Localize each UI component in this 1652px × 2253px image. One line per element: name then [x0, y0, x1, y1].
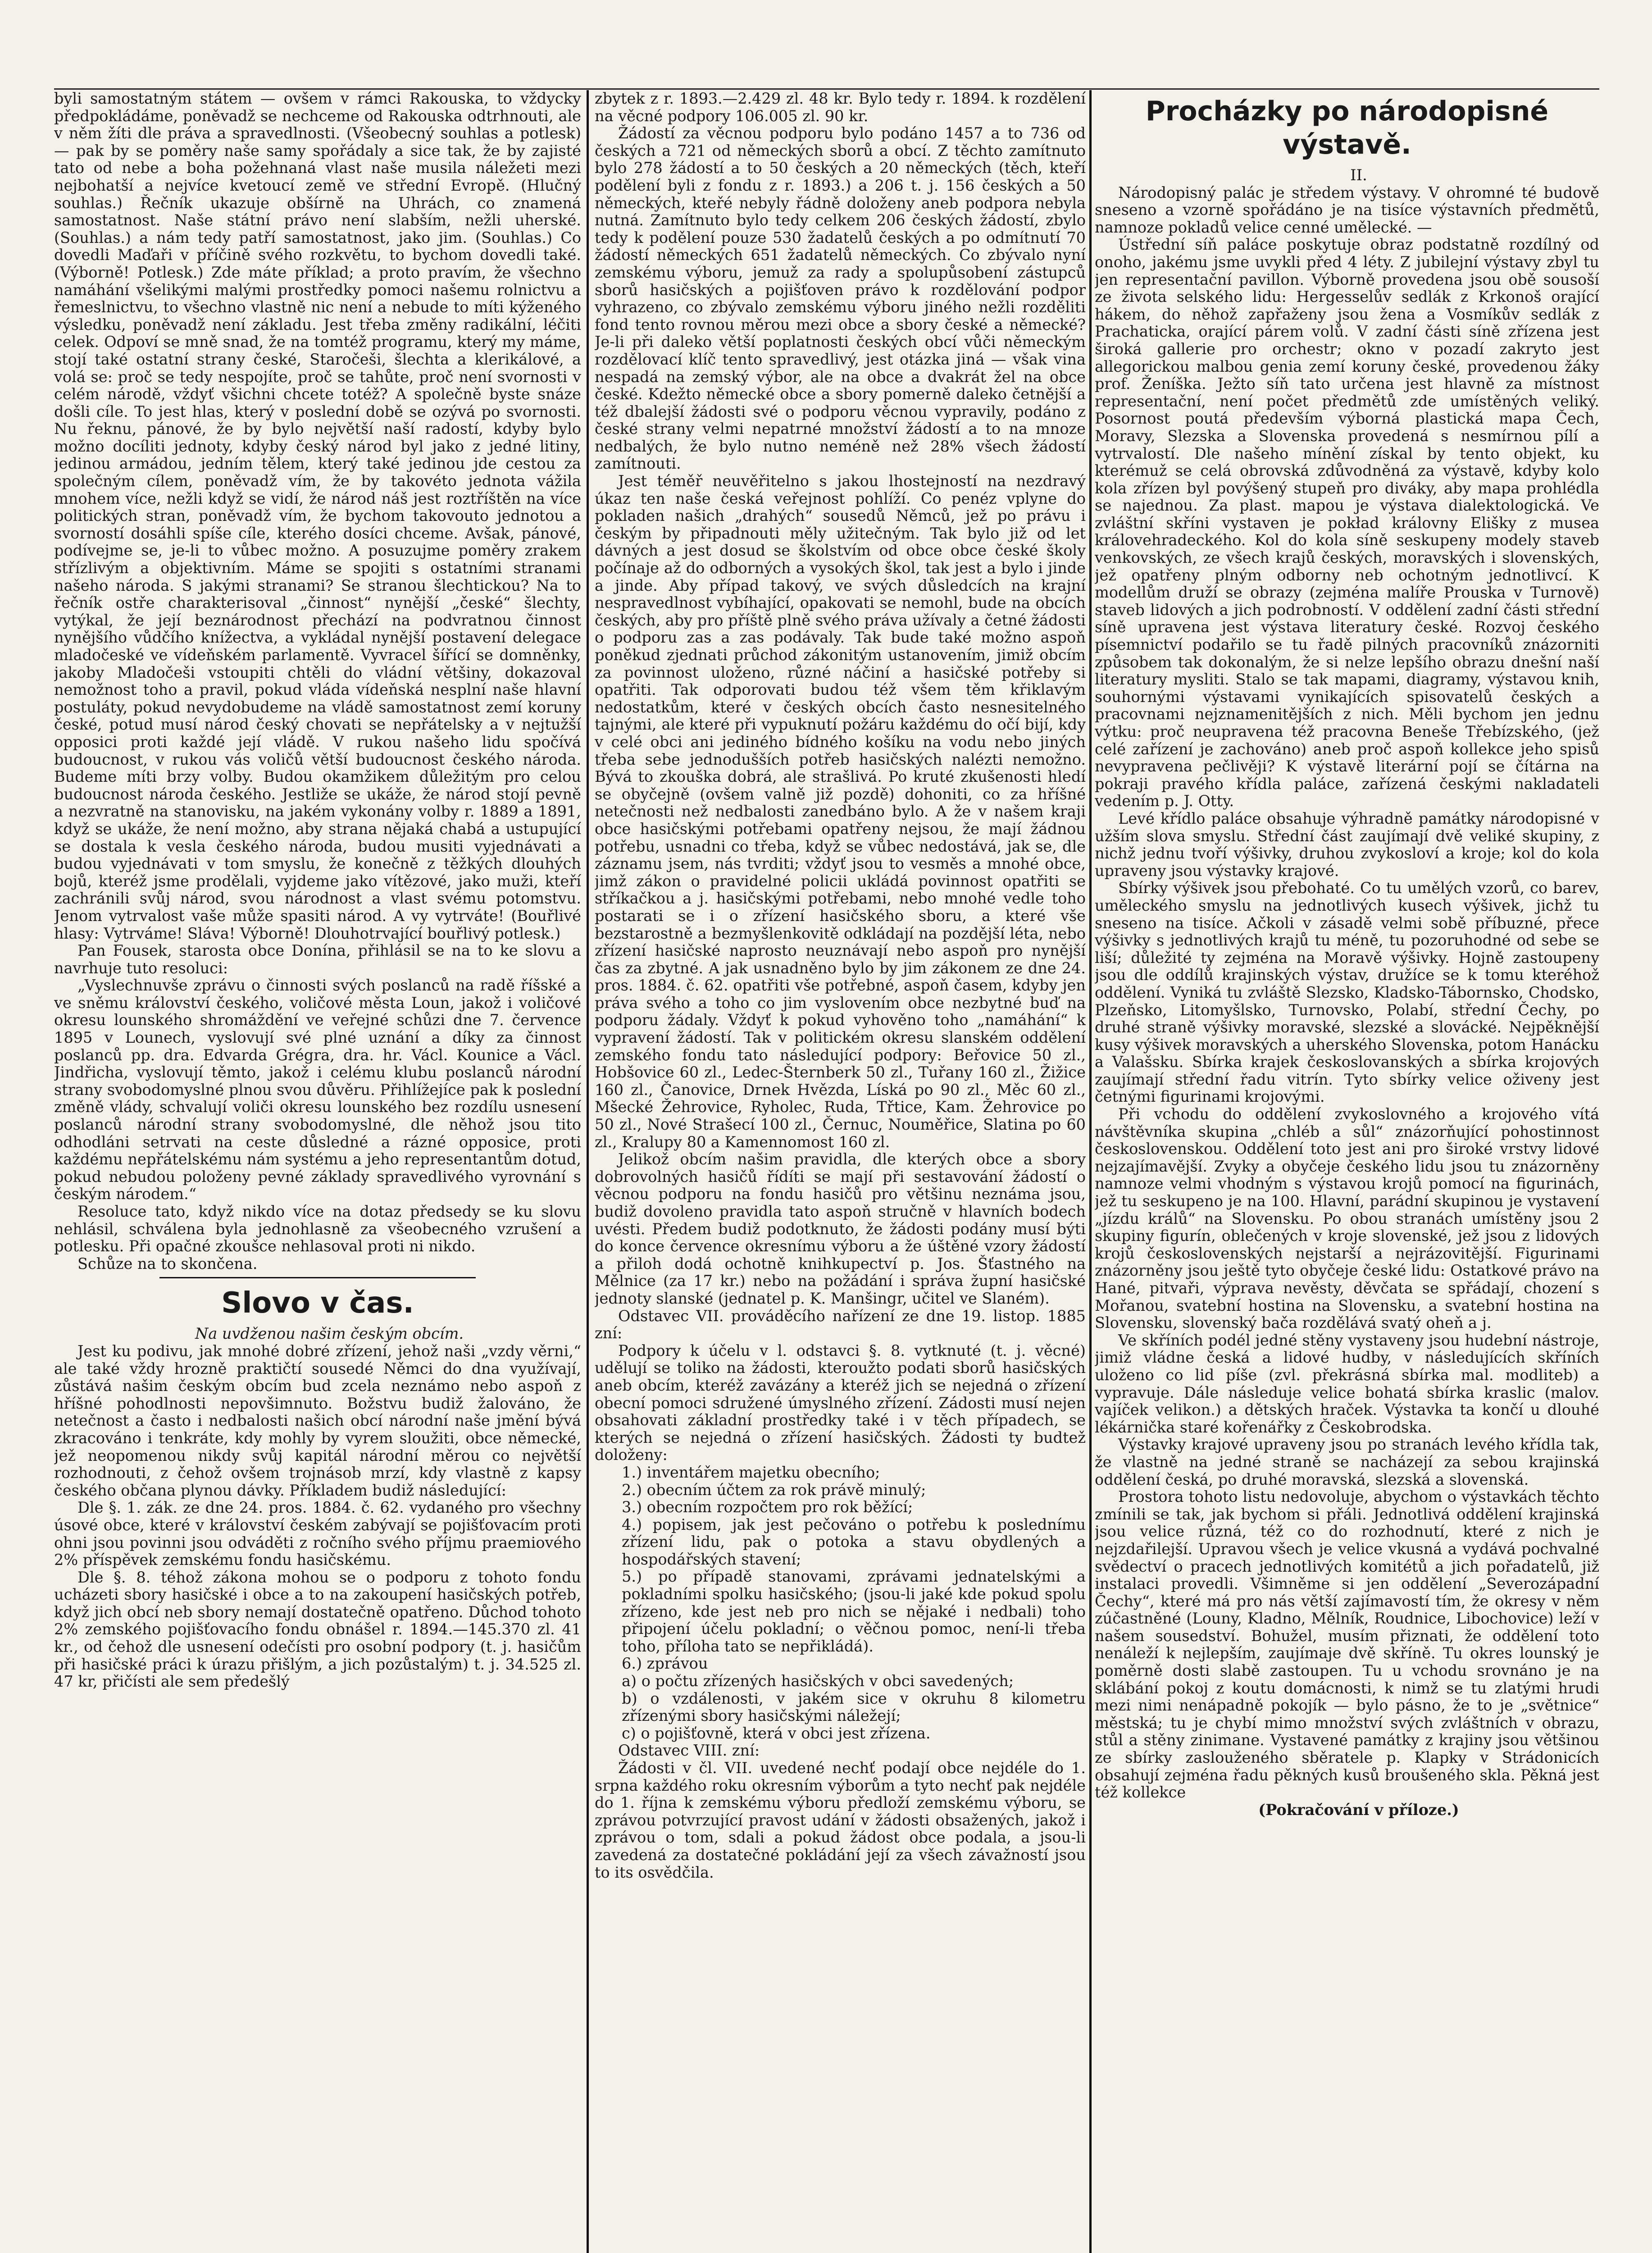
list-item: 3.) obecním rozpočtem pro rok běžící; [622, 1498, 913, 1516]
top-rule [54, 88, 1599, 90]
col1-paragraph-4: Resoluce tato, když nikdo více na dotaz předsedy se ku slovu nehlásil, schválena byla jednohlasně za všeobecného vzrušení a potlesku. Při opačné zkoušce nehlasoval proti ni nikdo. [54, 1203, 581, 1255]
col2-paragraph-17: Žádosti v čl. VII. uvedené nechť podají obce nejdéle do 1. srpna každého roku okresním výborům a tyto nechť pak nejdéle do 1. října k zemskému výboru předloží zemskému výboru, se zprávou potvrzující pravost udání v žádosti obsažených, jakož i zprávou o tom, sdali a pokud žádost obce podala, a jsou-li zavedená za dostatečné pokládání její za všech závažností jsou to its osvědčila. [595, 1759, 1086, 1881]
article-title: Procházky po národopisné výstavě. [1145, 96, 1549, 160]
section-subtitle: Na uvdženou našim českým obcím. [195, 1325, 464, 1343]
continued-note: (Pokračování v příloze.) [1258, 1801, 1459, 1819]
col1-resolution: „Vyslechnuvše zprávu o činnosti svých poslanců na radě říšské a ve sněmu království českého, voličové města Loun, jakož i voličové okresu lounského shromáždění ve veřejné schůzi dne 7. července 1895 v Lounech, vyslovují své plné uznání a díky za činnost poslanců pp. dra. Edvarda Grégra, dra. hr. Václ. Kounice a Václ. Jindřicha, vyslovují těmto, jakož i celému klubu poslanců národní strany svobodomyslné plnou svou důvěru. Přihlížejíce pak k poslední změně vlády, schvalují voliči okresu lounského bez rozdílu usnesení poslanců národní strany svobodomyslné, dle něhož jsou tito odhodláni setrvati na ceste důsledné a rázné opposice, proti každému nepřátelskému nám systému a jeho representantům dotud, pokud nebudou položeny pevné základy spravedlivého vyrovnání s českým národem.“ [54, 976, 581, 1203]
list-item: c) o pojišťovně, která v obci jest zřízena. [622, 1724, 931, 1742]
list-item: 1.) inventářem majetku obecního; [622, 1463, 880, 1481]
column-2 [595, 90, 1086, 2253]
col3-paragraph-2: Ústřední síň paláce poskytuje obraz podstatně rozdílný od onoho, jakému jsme uvykli před 4 léty. Z jubilejní výstavy zbyl tu jen representační pavillon. Výborně provedena jsou obě sousoší ze života selského lidu: Hergesselův sedlák z Krkonoš orající hákem, do něhož zapřaženy jsou žena a Vosmíkův sedlák z Prachaticka, orající párem volů. V zadní části síně zřízena jest široká gallerie pro orchestr; okno v pozadí zakryto jest allegorickou malbou genia zemí koruny české, provedenou žáky prof. Ženíška. Ježto síň tato určena jest hlavně za místnost representační, není počet předmětů zde umístěných veliký. Posornost poutá především výborná plastická mapa Čech, Moravy, Slezska a Slovenska provedená s nesmírnou pílí a vytrvalostí. Dle našeho mínění získal by tento objekt, ku kterémuž se celá obrovská zdůvodněná za výstavě, kdyby kolo kola zřízen byl povýšený stupeň pro diváky, aby mapa prohlédla se najednou. Za plast. mapou je výstava dialektologická. Ve zvláštní skříni vystaven je pokład královny Elišky z musea královehradeckého. Kol do kola síně seskupeny modely staveb venkovských, ze všech krajů českých, moravských i slovenských, jež opatřeny plným odborny neb ochotným jednotlivcí. K modellům druží se obrazy (zejména malíře Prouska v Turnově) staveb lidových a jich podrobností. V oddělení zadní části střední síně upravena jest výstava literatury české. Rozvoj českého písemnictví podařilo se tu řadě pilných pracovníků znázorniti způsobem tak dokonalým, že si nelze lepšího obrazu dnešní naší literatury mysliti. Stalo se tak mapami, diagramy, výstavou knih, souhornými výstavami vynikajících spisovatelů českých a pracovnami nejznamenitějších z nich. Měli bychom jen jednu výtku: proč neupravena též pracovna Beneše Třebízského, (jež celé zařízení je zachováno) aneb proč aspoň kollekce jeho spisů nevypravena pečlivěji? K výstavě literární pojí se čítárna na pokraji pravého křídla paláce, zařízená českými nakladateli vedením p. J. Otty. [1095, 236, 1599, 810]
section-paragraph-1: Jest ku podivu, jak mnohé dobré zřízení, jehož naši „vzdy věrni,“ ale také vždy hrozně praktičtí sousedé Němci do dna využívají, zůstává našim českým obcím bud zcela neznámo nebo aspoň z hříšné pohodlnosti nepovšimnuto. Božstvu budiž žalováno, že netečnost a často i nedbalosti našich obcí národní naše jmění bývá zkracováno i tenkráte, kdy mohly by vyrem sloužiti, obce německé, jež neopomenou nikdy svůj kapitál národní měrou co největší rozhodnouti, z čehož ovšem trojnásob mrzí, kdy vlastně z kapsy českého občana plynou dávky. Příkladem budiž následující: [54, 1342, 581, 1499]
col2-paragraph-16: Odstavec VIII. zní: [618, 1742, 760, 1760]
col2-paragraph-1: zbytek z r. 1893.—2.429 zl. 48 kr. Bylo tedy r. 1894. k rozdělení na věcné podpory 106.005 zl. 90 kr. [595, 90, 1086, 125]
col1-paragraph-2: Pan Fousek, starosta obce Donína, přihlásil se na to ke slovu a navrhuje tuto resoluci: [54, 942, 581, 977]
list-item: 2.) obecním účtem za rok právě minulý; [622, 1481, 926, 1499]
list-item: 5.) po případě stanovami, zprávami jednatelskými a pokladními spolku hasičského; (jsou-li jaké kde pokud spolu zřízeno, kde jest neb pro nich se nějaké i nedbali) toho připojení účelu pokladní; o věčnou pomoc, není-li třeba toho, příloha tato se nepřikládá). [622, 1568, 1086, 1655]
column-rule-2 [1089, 90, 1092, 2253]
list-item: b) o vzdálenosti, v jakém sice v okruhu 8 kilometru zřízenými sbory hasičskými náležejí; [622, 1689, 1086, 1725]
col2-paragraph-3: Jest téměř neuvěřitelno s jakou lhostejností na nezdravý úkaz ten naše česká veřejnost pohlíží. Co penéz vplyne do pokladen našich „drahých“ sousedů Němců, jež po právu i českým by připadnouti měly užitečným. Tak bylo již od let dávných a jest dosud se školstvím od obce obce české školy počínaje až do odborných a vysokých škol, tak jest a bylo i jinde a jinde. Aby případ takový, ve svých důsledcích na krajní nespravedlnost vybíhající, opakovati se nemohl, bude na obcích českých, aby pro příště plně svého práva užívaly a četné žádosti o podporu zas a zas podávaly. Tak bude také možno aspoň poněkud zjednati průchod zákonitým ustanovením, jimiž obcím za povinnost uloženo, různé náčiní a hasičské potřeby si opatřiti. Tak odporovati budou též všem těm křiklavým nedostatkům, které v českých obcích často nesnesitelného tajnými, ale které při vypuknutí požáru každému do očí bijí, kdy v celé obci ani jediného bídného košíku na vodu nebo jiných třeba sebe jednodušších potřeb hasičských nalézti nemožno. Bývá to zkouška dobrá, ale strašlivá. Po kruté zkušenosti hledí se obyčejně (ovšem valně již pozdě) dohoniti, co za hříšné netečnosti než nedbalosti zanedbáno bylo. A že v našem kraji obce hasičskými potřebami opatřeny nejsou, že mají žádnou potřebu, usnadni co třeba, když se vůbec nedostává, jak se, dle záznamu jsem, nás tvrditi; vždyť jsou to vesměs a mnohé obce, jimž zákon o pravidelné policii ukládá povinnost opatřiti se stříkačkou a j. hasičskými potřebami, nebo mnohé vedle toho postarati se i o zřízení hasičského sboru, a které vše bezstarostně a bezmyšlenkovitě odkládají na pozdější léta, nebo zřízení hasičské naprosto neuznávají nebo aspoň pro nynější čas za zbytné. A jak usnadněno bylo by jim zákonem ze dne 24. pros. 1884. č. 62. opatřiti vše potřebné, aspoň časem, kdyby jen práva svého a toho co jim vyslovením obce nezbytné buď na podporu žádaly. Vždyť k pokud vyhověno toho „namáhání“ k vypravení žádostí. Tak v politickém okresu slanském oddělení zemského fondu tato následující podpory: Beřovice 50 zl., Hobšovice 60 zl., Ledec-Šternberk 50 zl., Tuřany 160 zl., Žižice 160 zl., Čanovice, Drnek Hvězda, Líská po 90 zl., Měc 60 zl., Mšecké Žehrovice, Ryholec, Ruda, Třtice, Kam. Žehrovice po 50 zl., Nové Strašecí 100 zl., Černuc, Nouměřice, Slatina po 60 zl., Kralupy 80 a Kamennomost 160 zl. [595, 472, 1086, 1151]
col2-paragraph-5: Odstavec VII. prováděcího nařízení ze dne 19. listop. 1885 zní: [595, 1307, 1086, 1342]
col3-paragraph-5: Při vchodu do oddělení zvykoslovného a krojového vítá návštěvníka skupina „chléb a sůl“ znázorňující pohostinnost československou. Oddělení toto jest ani pro široké vrstvy lidové nejzajímavější. Zvyky a obyčeje českého lidu jsou tu znázorněny namnoze velmi vhodným s výstavou krojů pomocí na figurinách, jež tu seskupeno je na 100. Hlavní, parádní skupinou je vystavení „jízdu králů“ na Slovensku. Po obou stranách umístěny jsou 2 skupiny figurín, oblečených v kroje slovenské, jež jsou z lidových krojů československých nejstarší a nejrázovitější. Figurinami znázorněny jsou ještě tyto obyčeje české lidu: Ostatkové právo na Hané, pitvaři, výprava nevěsty, děvčata se spřádají, chození s Mořanou, svatební hostina na Slovensku, a svatební hostina na Slovensku, slovenský bača rozdělává svatý oheň a j. [1095, 1105, 1599, 1332]
section-paragraph-2: Dle §. 1. zák. ze dne 24. pros. 1884. č. 62. vydaného pro všechny úsové obce, které v království českém zabývají se pojišťovacím proti ohni jsou povinni jsou odváděti z ročního svého příjmu praemiového 2% příspěvek zemskému fondu hasičskému. [54, 1499, 581, 1569]
col3-paragraph-4: Sbírky výšivek jsou přebohaté. Co tu umělých vzorů, co barev, uměleckého smyslu na jednotlivých kusech výšivek, jichž tu sneseno na tisíce. Ačkoli v zásadě velmi sobě příbuzné, přece výšivky s jednotlivých krajů tu méně, tu pozoruhodné od sebe se liší; důležité ty zejména na Moravě výšivky. Hojně zastoupeny jsou dle oddílů krajinských výstav, družíce se k tomu kteréhož oddělení. Vyniká tu zvláště Slezsko, Kladsko-Tábornsko, Chodsko, Plzeňsko, Litomyšlsko, Turnovsko, Polabí, střední Čechy, po druhé straně výšivky moravské, slezské a slovácké. Nejpěknější kusy výšivek moravských a uherského Slovenska, potom Hanácku a Valašsku. Sbírka krajek českoslovanských a sbírka krojových zaujímají střední řadu vitrín. Tyto sbírky velice oživeny jest četnými figurinami krojovými. [1095, 879, 1599, 1106]
section-title: Slovo v čas. [221, 1286, 414, 1320]
list-item: 4.) popisem, jak jest pečováno o potřebu k poslednímu zřízení lidu, pak o potoka a stavu obydlených a hospodářských stavení; [622, 1515, 1086, 1568]
col1-paragraph-5: Schůze na to skončena. [77, 1254, 258, 1272]
list-item: a) o počtu zřízených hasičských v obci savedených; [622, 1672, 1014, 1690]
section-paragraph-3: Dle §. 8. téhož zákona mohou se o podporu z tohoto fondu ucházeti sbory hasičské i obce a to na zakoupení hasičských potřeb, když jich obcí neb sbory nemají dostatečně opatřeno. Důchod tohoto 2% zemského pojišťovacího fondu obnášel r. 1894.—145.370 zl. 41 kr., od čehož dle usnesení odečísti pro osobní podpory (t. j. hasičům při hasičské práci k úrazu přišlým, a jich pozůstalým) t. j. 34.525 zl. 47 kr, přičísti ale sem předešlý [54, 1568, 581, 1691]
col1-paragraph-1: byli samostatným státem — ovšem v rámci Rakouska, to vždycky předpokládáme, poněvadž se nechceme od Rakouska odtrhnouti, ale v něm žíti dle práva a spravedlnosti. (Všeobecný souhlas a potlesk) — pak by se poměry naše samy spořádaly a sice tak, že by zajisté tato od nebe a boha požehnaná vlast naše musila náležeti mezi nejbohatší a nejvíce kvetoucí země ve střední Evropě. (Hlučný souhlas.) Řečník ukazuje obšírně na Uhrách, co znamená samostatnost. Naše státní právo není slabším, nežli uherské. (Souhlas.) a nám tedy patří samostatnost, jako jim. (Souhlas.) Co dovedli Maďaři v příčině svého rozkvětu, to bychom dovedli také. (Výborně! Potlesk.) Zde máte příklad; a proto pravím, že všechno namáhání všelikými malými prostředky pomoci našemu rolnictvu a řemeslnictvu, to všechno vlastně nic není a nebude to míti kýženého výsledku, poněvadž není základu. Jest třeba změny radikální, léčiti celek. Odpoví se mně snad, že na tomtéž programu, který my máme, stojí také ostatní strany české, Staročeši, šlechta a klerikálové, a volá se: proč se tedy nespojíte, proč se tahůte, proč není svornosti v celém národě, vždyť všichni chcete totéž? A společně byste snáze došli cíle. To jest hlas, který v poslední době se ozývá po svornosti. Nu řeknu, pánové, že by bylo největší naší radostí, kdyby bylo možno docíliti jednoty, kdyby český národ byl jako z jedné litiny, jedinou armádou, jedním tělem, který také jedinou jde cestou za společným cílem, poněvadž vím, že by takovéto jednota vážila mnohem více, nežli když se vidí, že národ náš jest roztříštěn na více politických stran, poněvadž vím, že bychom takovouto jednotou a svorností dosáhli spíše cíle, kterého dosíci chceme. Avšak, pánové, podívejme se, je-li to vůbec možno. A posuzujme poměry zrakem střízlivým a objektivním. Máme se spojiti s ostatními stranami našeho národa. S jakými stranami? Se stranou šlechtickou? Na to řečník ostře charakterisoval „činnost“ nynější „české“ šlechty, vytýkal, že její beznárodnost přechází na podvratnou činnost nynějšího vůdčího knížectva, a vykládal nynější postavení delegace mladočeské ve vídeňském parlamentě. Vyvracel šířící se domněnky, jakoby Mladočeši vstoupiti chtěli do vládní většiny, dokazoval nemožnost toho a pravil, pokud vláda vídeňská nesplní naše hlavní postuláty, pokud nevydobudeme na vládě samostatnost zemí koruny české, potud musí národ český chovati se nepřátelsky a v nejtužší opposici proti každé její vládě. V rukou našeho lidu spočívá budoucnost, v rukou vás voličů větší budoucnost českého národa. Budeme míti brzy volby. Budou okamžikem důležitým pro celou budoucnost národa českého. Jestliže se ukáže, že národ stojí pevně a nezvratně na stanovisku, na jakém vykonány volby r. 1889 a 1891, když se ukáže, že není možno, aby strana nějaká chabá a ustupující se dostala k vesla českého národa, budou musiti vyjednávati a budou vyjednávati v tom smyslu, že konečně z těžkých dlouhých bojů, kteréž jsme prodělali, vyjdeme jako vítězové, jako muži, kteří zachránili svůj národ, svou národnost a vlast svému potomstvu. Jenom vytrvalost vaše může spasiti národ. A vy vytrváte! (Bouřlivé hlasy: Vytrváme! Sláva! Výborně! Dlouhotrvající bouřlivý potlesk.) [54, 90, 581, 942]
section-divider [159, 1277, 476, 1278]
list-item: 6.) zprávou [622, 1655, 708, 1673]
col2-paragraph-2: Žádostí za věcnou podporu bylo podáno 1457 a to 736 od českých a 721 od německých sborů a obcí. Z těchto zamítnuto bylo 278 žádostí a to 50 českých a 20 německých (těch, kteří podělení byli z fondu z r. 1893.) a 206 t. j. 156 českých a 50 německých, kteřé nebyly řádně doloženy aneb podpora nebyla nutná. Zamítnuto bylo tedy celkem 206 českých žádostí, zbylo tedy k podělení pouze 530 žadatelů českých a po odmítnutí 70 žádostí německých 651 žadatelů německých. Co zbývalo nyní zemskému výboru, jemuž za rady a spolupůsobení zástupců sborů hasičských a pojišťoven právo k rozdělování podpor vyhrazeno, co zbývalo zemskému výboru jiného nežli rozděliti fond tento rovnou měrou mezi obce a sbory české a německé? Je-li při daleko větší poplatnosti českých obcí vůči německým rozdělovací klíč tento spravedlivý, jest otázka jiná — však vina nespadá na zemský výbor, ale na obce a dvakrát žel na obce české. Kdežto německé obce a sbory pomerně daleko četnější a též dbalejší žádosti své o podporu věcnou vypravily, podáno z české strany velmi nepatrné množství žádostí a to na mnoze nedbalých, že bylo nutno neméně než 28% všech žádostí zamítnouti. [595, 124, 1086, 473]
col3-paragraph-8: Prostora tohoto listu nedovoluje, abychom o výstavkách těchto zmínili se tak, jak bychom si přáli. Jednotlivá oddělení krajinská jsou velice různá, též co do rozhodnutí, které z nich je nejzdařilejší. Upravou všech je velice vkusná a vydává pochvalné svědectví o pracech jednotlivých komitétů a jich pořadatelů, již instalaci provedli. Všimněme si jen oddělení „Severozápadní Čechy“, které má pro nás větší zajímavostí tím, že okresy v něm zúčastněné (Louny, Kladno, Mělník, Roudnice, Libochovice) leží v našem sousedství. Bohužel, musím přiznati, že oddělení toto nenáleží k nejlepším, zaujímaje dvě skříně. Tu okres lounský je poměrně dosti slabě zastoupen. Tu u vchodu srovnáno je na sklábání pokoj z koutu domácnosti, k nimž se tu zlatými hrudi mezi nimi nenápadně pokojík — bylo pásno, že to je „světnice“ městská; tu je chybí mimo množství svých zvláštních v obrazu, stůl a stěny zinimane. Vystavené památky z krajiny jsou většinou ze sbírky zaslouženého sběratele p. Klapky v Strádonicích obsahují zejména řadu pěkných kusů broušeného skla. Pěkná jest též kollekce [1095, 1488, 1599, 1801]
col3-paragraph-6: Ve skříních podél jedné stěny vystaveny jsou hudební nástroje, jimiž vládne česká a lidové hudby, v následujících skříních uloženo co lid píše (zvl. překrásná sbírka mal. modliteb) a vypravuje. Dále následuje velice bohatá sbírka kraslic (malov. vajíček velikon.) a dětských hraček. Výstavka ta končí u dlouhé lékárnička staré kořenářky z Českobrodska. [1095, 1331, 1599, 1436]
col3-paragraph-1: Národopisný palác je středem výstavy. V ohromné té budově sneseno a vzorně spořádáno je na tisíce výstavních předmětů, namnoze pokladů velice cenné umělecké. — [1095, 183, 1599, 236]
col2-paragraph-4: Jelikož obcím našim pravidla, dle kterých obce a sbory dobrovolných hasičů řídíti se mají při sestavování žádostí o věcnou podporu na fondu hasičů pro většinu neznáma jsou, budiž dovoleno pravidla tato aspoň stručně v hlavních bodech uvésti. Předem budiž podotknuto, že žádosti podány musí býti do konce července okresnímu výboru a že úštěné vzory žádostí a přiloh dodá ochotně knihkupectví p. Jos. Šťastného na Mělnice (za 17 kr.) nebo na požádání i správa župní hasičské jednoty slanské (jednatel p. K. Manšingr, učitel ve Slaném). [595, 1150, 1086, 1307]
col3-paragraph-7: Výstavky krajové upraveny jsou po stranách levého křídla tak, že vlastně na jedné straně se nacházejí za sebou krajinská oddělení česká, po druhé moravská, slezská a slovenská. [1095, 1436, 1599, 1488]
column-1 [54, 90, 581, 2253]
col3-paragraph-3: Levé křídlo paláce obsahuje výhradně památky národopisné v užším slova smyslu. Střední část zaujímají dvě veliké skupiny, z nichž jednu tvoří výšivky, druhou zvykosloví a kroje; kol do kola upraveny jsou výstavky krajové. [1095, 809, 1599, 880]
requirements-list [595, 1464, 1086, 1742]
column-rule-1 [587, 90, 589, 2253]
column-3 [1095, 90, 1599, 2253]
article-part-number: II. [1350, 166, 1367, 184]
col2-paragraph-6: Podpory k účelu v l. odstavci §. 8. vytknuté (t. j. věcné) udělují se toliko na žádosti, kteroužto podati sborů hasičských aneb obcím, kteréž zavázány a kteréž jich se nejedná o zřízení obecní pomoci sdružené úmyslného zřízení. Zádosti musí nejen obsahovati základní prostředky také i v těch případech, se kterých se nejedná o zřízení hasičských. Žádosti ty budtež doloženy: [595, 1341, 1086, 1464]
